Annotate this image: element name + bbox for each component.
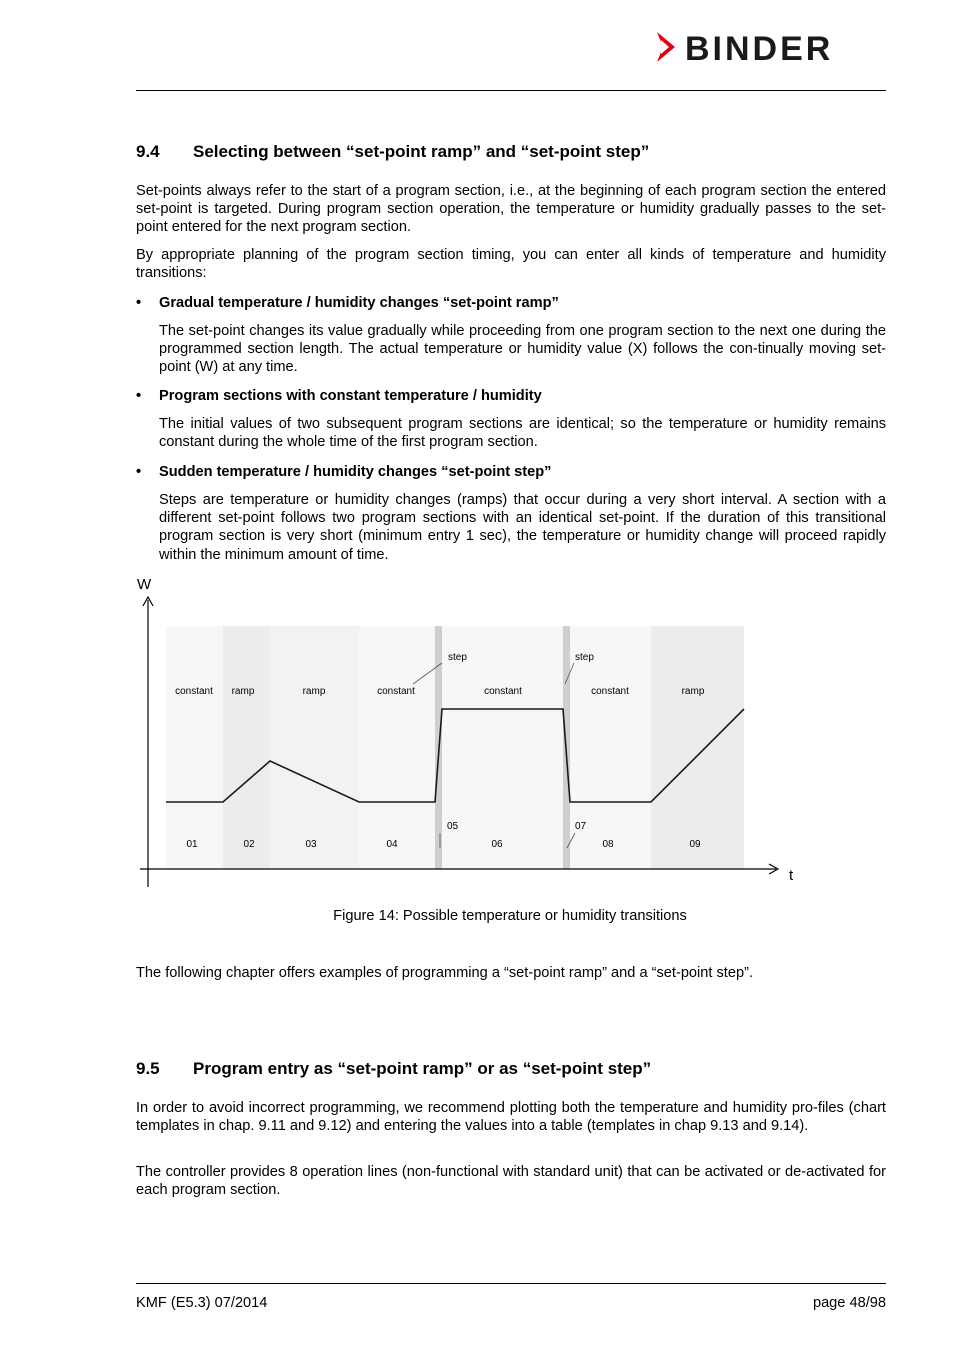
paragraph: By appropriate planning of the program section timing, you can enter all kinds of temperature and humidity transitions: <box>136 247 886 282</box>
section-type-label: constant <box>484 686 522 697</box>
bullet-constant: • Program sections with constant temperature / humidity <box>136 388 542 404</box>
section-heading-9-4: 9.4 Selecting between “set-point ramp” and “set-point step” <box>136 142 650 161</box>
bullet-text: The set-point changes its value gradually while proceeding from one program section to the next one during the programmed section length. The actual temperature or humidity value (X) follows the con-tinually moving set-point (W) at any time. <box>159 323 886 376</box>
section-type-label: constant <box>591 686 629 697</box>
section-number: 09 <box>689 839 701 850</box>
paragraph: The following chapter offers examples of programming a “set-point ramp” and a “set-point step”. <box>136 965 754 981</box>
paragraph: The controller provides 8 operation lines (non-functional with standard unit) that can be activated or de-activated for each program section. <box>136 1164 886 1199</box>
section-type-label: constant <box>175 686 213 697</box>
section-bg <box>651 626 744 869</box>
section-type-label: ramp <box>681 686 705 697</box>
section-number: 06 <box>491 839 503 850</box>
section-bg <box>166 626 223 869</box>
y-axis-label: W <box>137 576 152 593</box>
footer-doc-id: KMF (E5.3) 07/2014 <box>136 1295 268 1311</box>
section-bg <box>223 626 270 869</box>
footer-rule <box>136 1283 886 1284</box>
bullet-text: The initial values of two subsequent program sections are identical; so the temperature or humidity remains constant during the whole time of the first program section. <box>159 416 886 451</box>
section-bg <box>270 626 359 869</box>
paragraph: In order to avoid incorrect programming, we recommend plotting both the temperature and humidity pro-files (chart templates in chap. 9.11 and 9.12) and entering the values into a table (templates in chap 9.13 and 9.14). <box>136 1100 886 1135</box>
section-heading-9-5: 9.5 Program entry as “set-point ramp” or as “set-point step” <box>136 1059 652 1078</box>
bullet-text: Steps are temperature or humidity changes (ramps) that occur during a very short interval. A section with a different set-point follows two program sections with an identical set-point. If the duration of this transitional program section is very short (minimum entry 1 sec), the temperature or humidity change will proceed rapidly within the minimum amount of time. <box>159 492 886 563</box>
section-bg <box>359 626 435 869</box>
section-type-label: step <box>448 652 467 663</box>
section-type-label: ramp <box>302 686 326 697</box>
section-number: 02 <box>243 839 255 850</box>
section-number: 08 <box>602 839 614 850</box>
figure-caption: Figure 14: Possible temperature or humidity transitions <box>333 908 687 924</box>
section-type-label: ramp <box>231 686 255 697</box>
section-type-label: step <box>575 652 594 663</box>
section-number: 03 <box>305 839 317 850</box>
section-number: 05 <box>447 821 459 832</box>
section-number: 07 <box>575 821 587 832</box>
paragraph: Set-points always refer to the start of a program section, i.e., at the beginning of each program section the entered set-point is targeted. During program section operation, the temperature or humidity gradually passes to the set-point entered for the next program section. <box>136 183 886 236</box>
section-type-label: constant <box>377 686 415 697</box>
bullet-step: • Sudden temperature / humidity changes “set-point step” <box>136 464 552 480</box>
section-number: 01 <box>186 839 198 850</box>
bullet-ramp: • Gradual temperature / humidity changes “set-point ramp” <box>136 295 559 311</box>
footer-page-number: page 48/98 <box>812 1295 886 1311</box>
section-number: 04 <box>386 839 398 850</box>
logo-text: BINDER <box>685 30 834 64</box>
x-axis-label: t <box>789 867 794 884</box>
